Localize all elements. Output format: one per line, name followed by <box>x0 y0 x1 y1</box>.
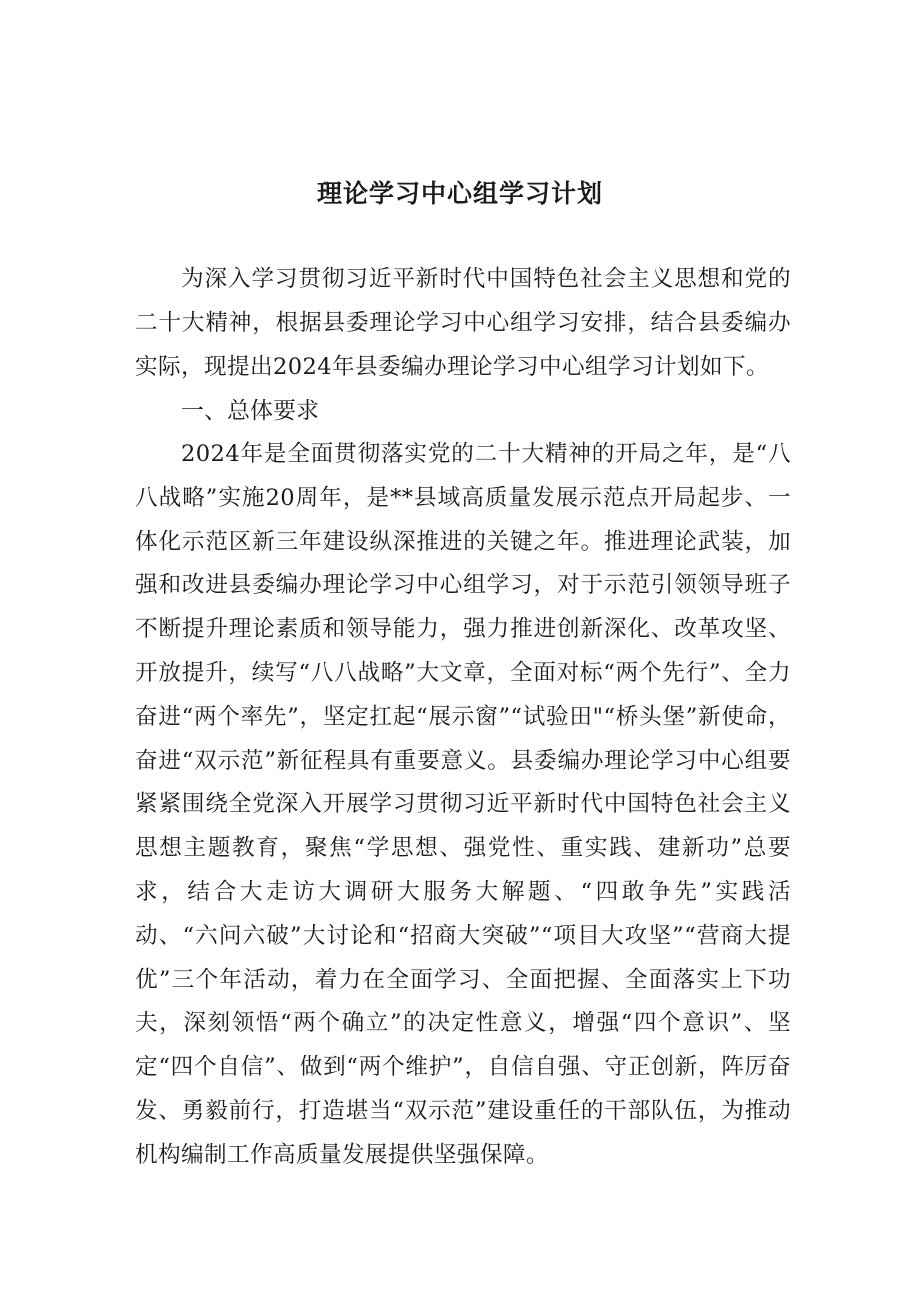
section-heading-general-requirements: 一、总体要求 <box>181 398 319 424</box>
intro-paragraph: 为深入学习贯彻习近平新时代中国特色社会主义思想和党的二十大精神，根据县委理论学习中心组学习安排，结合县委编办实际，现提出2024年县委编办理论学习中心组学习计划如下。 <box>135 266 791 380</box>
section-paragraph-general-requirements: 2024年是全面贯彻落实党的二十大精神的开局之年，是“八八战略”实施20周年，是**县域高质量发展示范点开局起步、一体化示范区新三年建设纵深推进的关键之年。推进理论武装，加强和改进县委编办理论学习中心组学习，对于示范引领领导班子不断提升理论素质和领导能力，强力推进创新深化、改革攻坚、开放提升，续写“八八战略”大文章，全面对标“两个先行”、全力奋进“两个率先”，坚定扛起“展示窗”“试验田"“桥头堡”新使命，奋进“双示范”新征程具有重要意义。县委编办理论学习中心组要紧紧围绕全党深入开展学习贯彻习近平新时代中国特色社会主义思想主题教育，聚焦“学思想、强党性、重实践、建新功”总要求，结合大走访大调研大服务大解题、“四敢争先”实践活动、“六问六破”大讨论和“招商大突破”“项目大攻坚”“营商大提优”三个年活动，着力在全面学习、全面把握、全面落实上下功夫，深刻领悟“两个确立”的决定性意义，增强“四个意识”、坚定“四个自信”、做到“两个维护”，自信自强、守正创新，阵厉奋发、勇毅前行，打造堪当“双示范”建设重任的干部队伍，为推动机构编制工作高质量发展提供坚强保障。 <box>135 441 791 1168</box>
document-title: 理论学习中心组学习计划 <box>316 179 603 208</box>
